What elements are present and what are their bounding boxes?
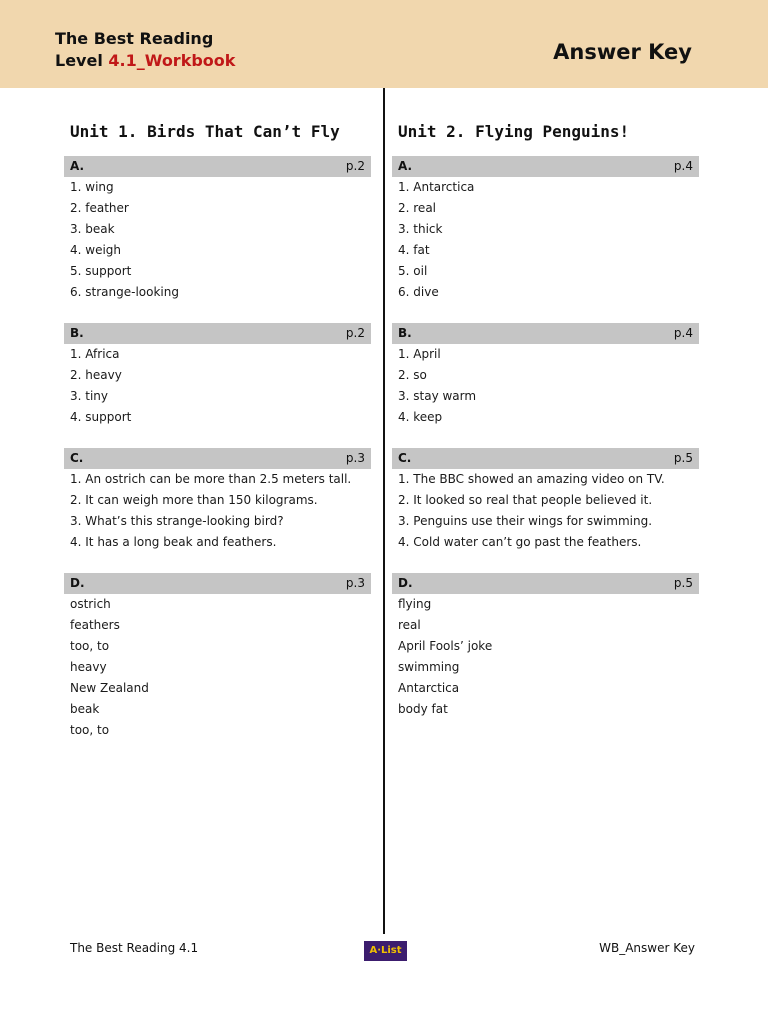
answer-item: 3. beak — [70, 222, 115, 236]
answer-item: ostrich — [70, 597, 111, 611]
answer-item: Antarctica — [398, 681, 460, 695]
answer-item: 4. fat — [398, 243, 430, 257]
answer-list — [392, 469, 699, 553]
answer-item: 2. real — [398, 201, 437, 215]
unit-title: Unit 2. Flying Penguins! — [398, 122, 630, 141]
book-level — [55, 50, 235, 72]
column-divider — [383, 88, 385, 934]
section-bar — [392, 156, 699, 177]
answer-item: 1. An ostrich can be more than 2.5 meters tall. — [70, 472, 352, 486]
section-bar — [392, 323, 699, 344]
answer-item: 1. April — [398, 347, 441, 361]
answer-item: real — [398, 618, 421, 632]
section-bar — [392, 448, 699, 469]
section-page: p.2 — [345, 326, 365, 340]
answer-list — [392, 594, 699, 720]
section-letter: D. — [398, 576, 413, 590]
answer-item: swimming — [398, 660, 460, 674]
answer-item: flying — [398, 597, 432, 611]
section-bar — [392, 573, 699, 594]
section-letter: D. — [70, 576, 85, 590]
unit-column-2 — [392, 118, 699, 740]
answer-list — [392, 177, 699, 303]
answer-list — [64, 594, 371, 741]
answer-item: New Zealand — [70, 681, 149, 695]
unit-column-1 — [64, 118, 371, 761]
section-letter: B. — [398, 326, 412, 340]
section-bar — [64, 448, 371, 469]
answer-item: 3. stay warm — [398, 389, 477, 403]
answer-item: body fat — [398, 702, 448, 716]
answer-list — [64, 344, 371, 428]
answer-list — [392, 344, 699, 428]
answer-list — [64, 177, 371, 303]
section-d — [64, 573, 371, 741]
answer-item: 4. It has a long beak and feathers. — [70, 535, 277, 549]
answer-item: 6. dive — [398, 285, 439, 299]
section-page: p.4 — [673, 159, 693, 173]
answer-item: 3. thick — [398, 222, 443, 236]
answer-item: 3. tiny — [70, 389, 109, 403]
section-c — [392, 448, 699, 553]
section-page: p.2 — [345, 159, 365, 173]
answer-item: 4. weigh — [70, 243, 122, 257]
answer-item: 2. heavy — [70, 368, 122, 382]
section-bar — [64, 573, 371, 594]
answer-item: April Fools’ joke — [398, 639, 493, 653]
footer-section-label: WB_Answer Key — [599, 941, 695, 955]
section-page: p.5 — [673, 451, 693, 465]
footer-book-title: The Best Reading 4.1 — [70, 941, 199, 955]
answer-item: 2. It looked so real that people believed it. — [398, 493, 653, 507]
answer-item: 4. Cold water can’t go past the feathers. — [398, 535, 642, 549]
section-a — [392, 156, 699, 303]
section-page: p.5 — [673, 576, 693, 590]
answer-item: too, to — [70, 723, 110, 737]
section-a — [64, 156, 371, 303]
answer-item: 3. What’s this strange-looking bird? — [70, 514, 284, 528]
section-letter: B. — [70, 326, 84, 340]
book-title: The Best Reading — [55, 29, 214, 48]
section-bar — [64, 156, 371, 177]
publisher-logo: A·List — [364, 941, 407, 961]
answer-item: 5. oil — [398, 264, 428, 278]
answer-item: 5. support — [70, 264, 132, 278]
section-page: p.4 — [673, 326, 693, 340]
answer-item: 3. Penguins use their wings for swimming. — [398, 514, 653, 528]
level-prefix: Level — [55, 51, 109, 70]
page-header — [0, 0, 768, 88]
answer-item: beak — [70, 702, 100, 716]
answer-key-title: Answer Key — [553, 40, 692, 64]
answer-item: 1. wing — [70, 180, 114, 194]
answer-item: heavy — [70, 660, 107, 674]
section-letter: C. — [70, 451, 84, 465]
level-highlight: 4.1_Workbook — [108, 51, 236, 70]
answer-item: 1. The BBC showed an amazing video on TV. — [398, 472, 665, 486]
answer-item: 4. keep — [398, 410, 443, 424]
answer-item: 2. so — [398, 368, 427, 382]
answer-item: 1. Antarctica — [398, 180, 475, 194]
answer-item: 2. feather — [70, 201, 129, 215]
answer-item: 6. strange-looking — [70, 285, 179, 299]
section-letter: A. — [70, 159, 85, 173]
section-bar — [64, 323, 371, 344]
section-b — [64, 323, 371, 428]
unit-title: Unit 1. Birds That Can’t Fly — [70, 122, 340, 141]
answer-item: 2. It can weigh more than 150 kilograms. — [70, 493, 318, 507]
answer-item: feathers — [70, 618, 120, 632]
section-letter: A. — [398, 159, 413, 173]
section-d — [392, 573, 699, 720]
section-page: p.3 — [345, 576, 365, 590]
answer-list — [64, 469, 371, 553]
answer-item: 4. support — [70, 410, 132, 424]
section-c — [64, 448, 371, 553]
answer-item: too, to — [70, 639, 110, 653]
answer-item: 1. Africa — [70, 347, 120, 361]
section-page: p.3 — [345, 451, 365, 465]
section-letter: C. — [398, 451, 412, 465]
section-b — [392, 323, 699, 428]
